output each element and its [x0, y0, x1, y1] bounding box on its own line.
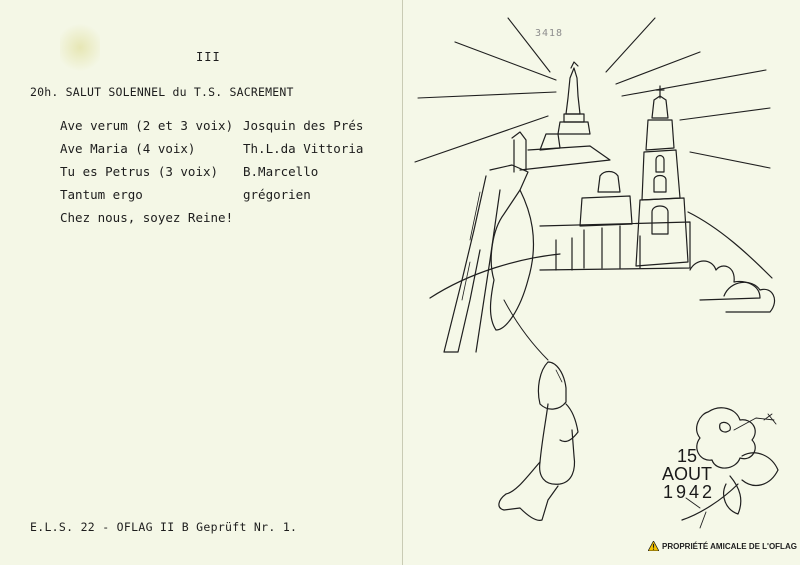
piece-title: Ave verum (2 et 3 voix) — [60, 118, 234, 133]
list-item — [60, 187, 400, 210]
list-item — [60, 164, 400, 187]
ownership-watermark — [648, 541, 797, 551]
warning-icon — [648, 541, 659, 551]
watermark-text: PROPRIÉTÉ AMICALE DE L'OFLAG — [662, 542, 797, 551]
piece-title: Ave Maria (4 voix) — [60, 141, 196, 156]
statue — [558, 62, 590, 134]
piece-title: Tantum ergo — [60, 187, 143, 202]
composer-name: Th.L.da Vittoria — [243, 141, 364, 156]
piece-title: Chez nous, soyez Reine! — [60, 210, 234, 225]
list-item — [60, 210, 400, 233]
piece-title: Tu es Petrus (3 voix) — [60, 164, 219, 179]
composer-name: Josquin des Prés — [243, 118, 364, 133]
date-year: 1942 — [662, 482, 716, 502]
bell-tower — [636, 86, 688, 266]
list-item — [60, 141, 400, 164]
rock-chapel — [444, 132, 610, 352]
program-title: 20h. SALUT SOLENNEL du T.S. SACREMENT — [30, 85, 294, 99]
censor-line: E.L.S. 22 - OFLAG II B Geprüft Nr. 1. — [30, 520, 298, 534]
date-day: 15 AOUT — [661, 446, 712, 484]
list-item — [60, 118, 400, 141]
winding-path — [504, 300, 548, 360]
sanctuary-illustration — [403, 0, 800, 565]
paper-stain — [60, 20, 100, 75]
sun-rays — [415, 18, 770, 168]
section-number: III — [196, 50, 221, 64]
praying-figure — [499, 362, 578, 520]
top-mark: 3418 — [535, 28, 564, 39]
date-stamp — [652, 447, 722, 501]
program-list — [60, 118, 400, 233]
composer-name: grégorien — [243, 187, 311, 202]
composer-name: B.Marcello — [243, 164, 319, 179]
